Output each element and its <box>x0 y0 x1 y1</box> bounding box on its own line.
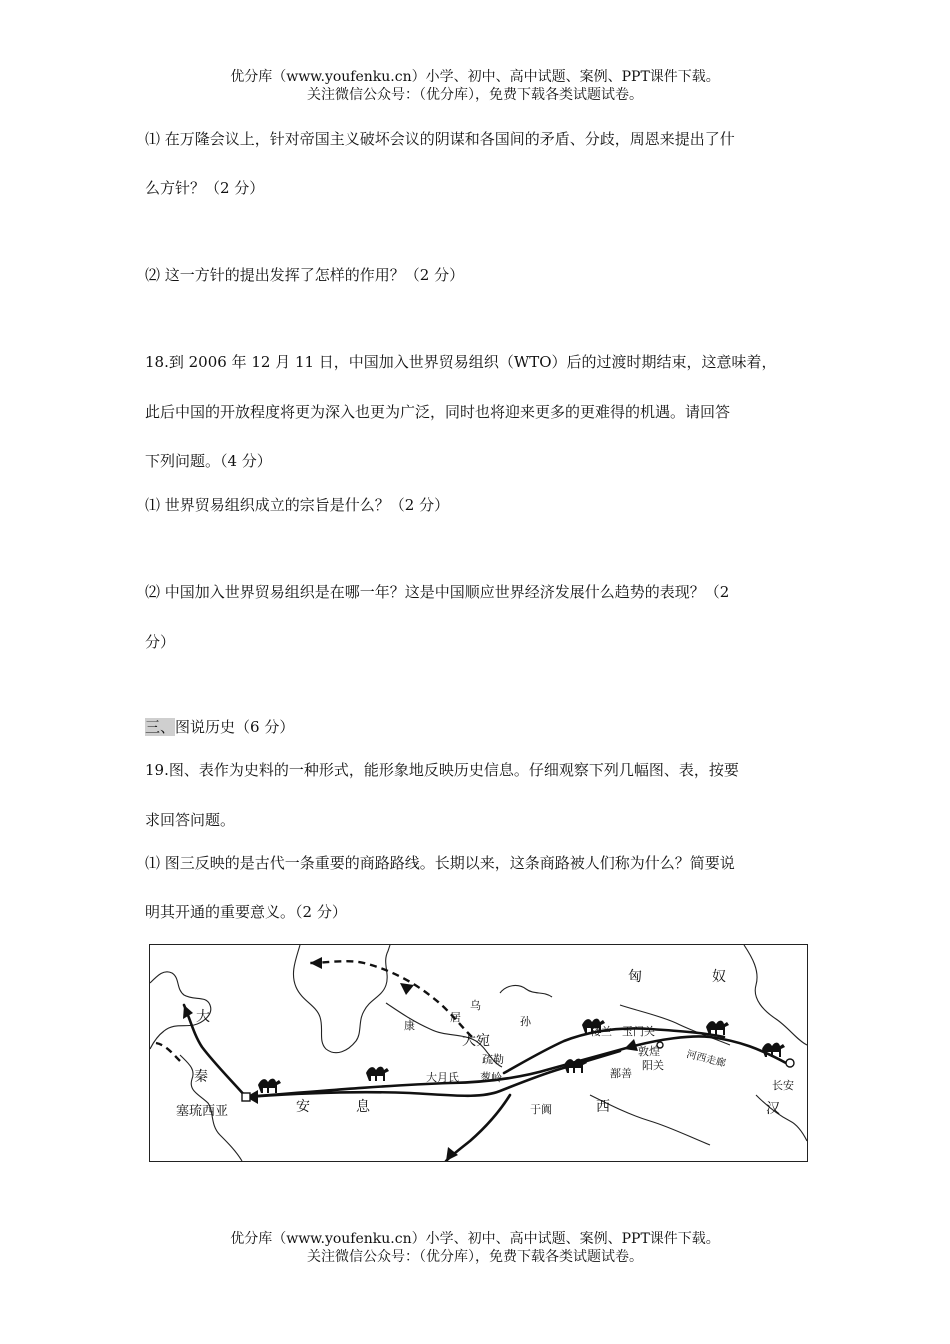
q18-stem-line2: 此后中国的开放程度将更为深入也更为广泛，同时也将迎来更多的更难得的机遇。请回答 <box>145 403 731 421</box>
lake-balkhash <box>500 986 552 997</box>
q18-sub1: ⑴ 世界贸易组织成立的宗旨是什么？（2 分） <box>145 496 450 514</box>
q18-sub2-line1: ⑵ 中国加入世界贸易组织是在哪一年？这是中国顺应世界经济发展什么趋势的表现？（2 <box>145 583 730 601</box>
label-seleucia: 塞琉西亚 <box>176 1104 229 1119</box>
q19-sub1-line2: 明其开通的重要意义。（2 分） <box>145 903 347 921</box>
arrow-dashed-west <box>310 957 322 969</box>
label-daqin-2: 秦 <box>194 1069 208 1085</box>
q18-stem-line1: 18.到 2006 年 12 月 11 日，中国加入世界贸易组织（WTO）后的过渡时期结束，这意味着， <box>145 353 777 371</box>
header-line-2: 关注微信公众号：（优分库），免费下载各类试题试卷。 <box>307 87 643 103</box>
label-dawan: 大宛 <box>462 1033 490 1049</box>
camel-icon <box>366 1067 389 1081</box>
q19-stem-line1: 19.图、表作为史料的一种形式，能形象地反映历史信息。仔细观察下列几幅图、表，按要 <box>145 761 739 779</box>
label-xi: 西 <box>596 1099 610 1115</box>
arrow-india <box>446 1147 458 1161</box>
arrow-yumen <box>624 1039 638 1051</box>
label-hexi: 河西走廊 <box>685 1049 727 1070</box>
header-line-1: 优分库（www.youfenku.cn）小学、初中、高中试题、案例、PPT课件下载。 <box>230 69 720 85</box>
q17-sub2: ⑵ 这一方针的提出发挥了怎样的作用？（2 分） <box>145 266 465 284</box>
label-shule: 疏勒 <box>482 1053 504 1066</box>
seleucia-marker <box>242 1093 250 1101</box>
label-anxi-2: 息 <box>356 1099 370 1115</box>
label-anxi-1: 安 <box>296 1099 310 1115</box>
route-dashed-west <box>156 1043 180 1061</box>
label-loulan: 楼兰 <box>590 1025 612 1038</box>
camel-icon <box>706 1021 729 1035</box>
camel-icon <box>258 1079 281 1093</box>
arrow-kangju <box>400 983 414 995</box>
label-wu: 乌 <box>470 999 481 1012</box>
route-arrows <box>183 957 638 1161</box>
footer-line-1: 优分库（www.youfenku.cn）小学、初中、高中试题、案例、PPT课件下载。 <box>230 1231 720 1247</box>
q17-sub1-line1: ⑴ 在万隆会议上，针对帝国主义破坏会议的阴谋和各国间的矛盾、分歧，周恩来提出了什 <box>145 130 735 148</box>
label-kang: 康 <box>404 1019 415 1032</box>
label-daqin-1: 大 <box>196 1009 210 1025</box>
label-dayuezhi: 大月氏 <box>426 1071 459 1084</box>
label-han: 汉 <box>766 1101 780 1117</box>
label-changan: 长安 <box>772 1079 794 1092</box>
silk-road-map <box>149 944 808 1162</box>
label-dunhuang: 敦煌 <box>638 1045 660 1058</box>
coast-east-south <box>756 1095 807 1141</box>
label-sun: 孙 <box>520 1015 531 1028</box>
q19-stem-line2: 求回答问题。 <box>145 811 236 829</box>
changan-marker <box>786 1059 794 1067</box>
q18-sub2-line2: 分） <box>145 633 176 651</box>
section-3-prefix: 三、 <box>145 718 176 736</box>
label-xiongnu-2: 奴 <box>712 969 726 985</box>
q17-sub1-line2: 么方针？（2 分） <box>145 179 265 197</box>
label-shanshan: 鄯善 <box>610 1067 632 1080</box>
coast-east-north <box>744 945 807 1045</box>
label-xiongnu-1: 匈 <box>628 969 642 985</box>
label-congling: 葱岭 <box>480 1071 502 1084</box>
label-yutian: 于阗 <box>530 1103 552 1116</box>
q19-sub1-line1: ⑴ 图三反映的是古代一条重要的商路路线。长期以来，这条商路被人们称为什么？简要说 <box>145 854 735 872</box>
caspian-shore <box>293 945 390 1053</box>
coastlines <box>150 945 807 1161</box>
route-dashed-north <box>310 961 472 1037</box>
label-yangguan: 阳关 <box>642 1059 664 1072</box>
silk-road-map-svg <box>150 945 807 1161</box>
q18-stem-line3: 下列问题。（4 分） <box>145 452 272 470</box>
route-to-india <box>446 1095 510 1161</box>
label-ju: 居 <box>450 1011 461 1024</box>
footer-line-2: 关注微信公众号：（优分库），免费下载各类试题试卷。 <box>307 1249 643 1265</box>
camel-icon <box>762 1043 785 1057</box>
section-3-heading <box>145 716 294 737</box>
label-yumenguan: 玉门关 <box>622 1025 655 1038</box>
section-3-title: 图说历史（6 分） <box>175 718 295 736</box>
